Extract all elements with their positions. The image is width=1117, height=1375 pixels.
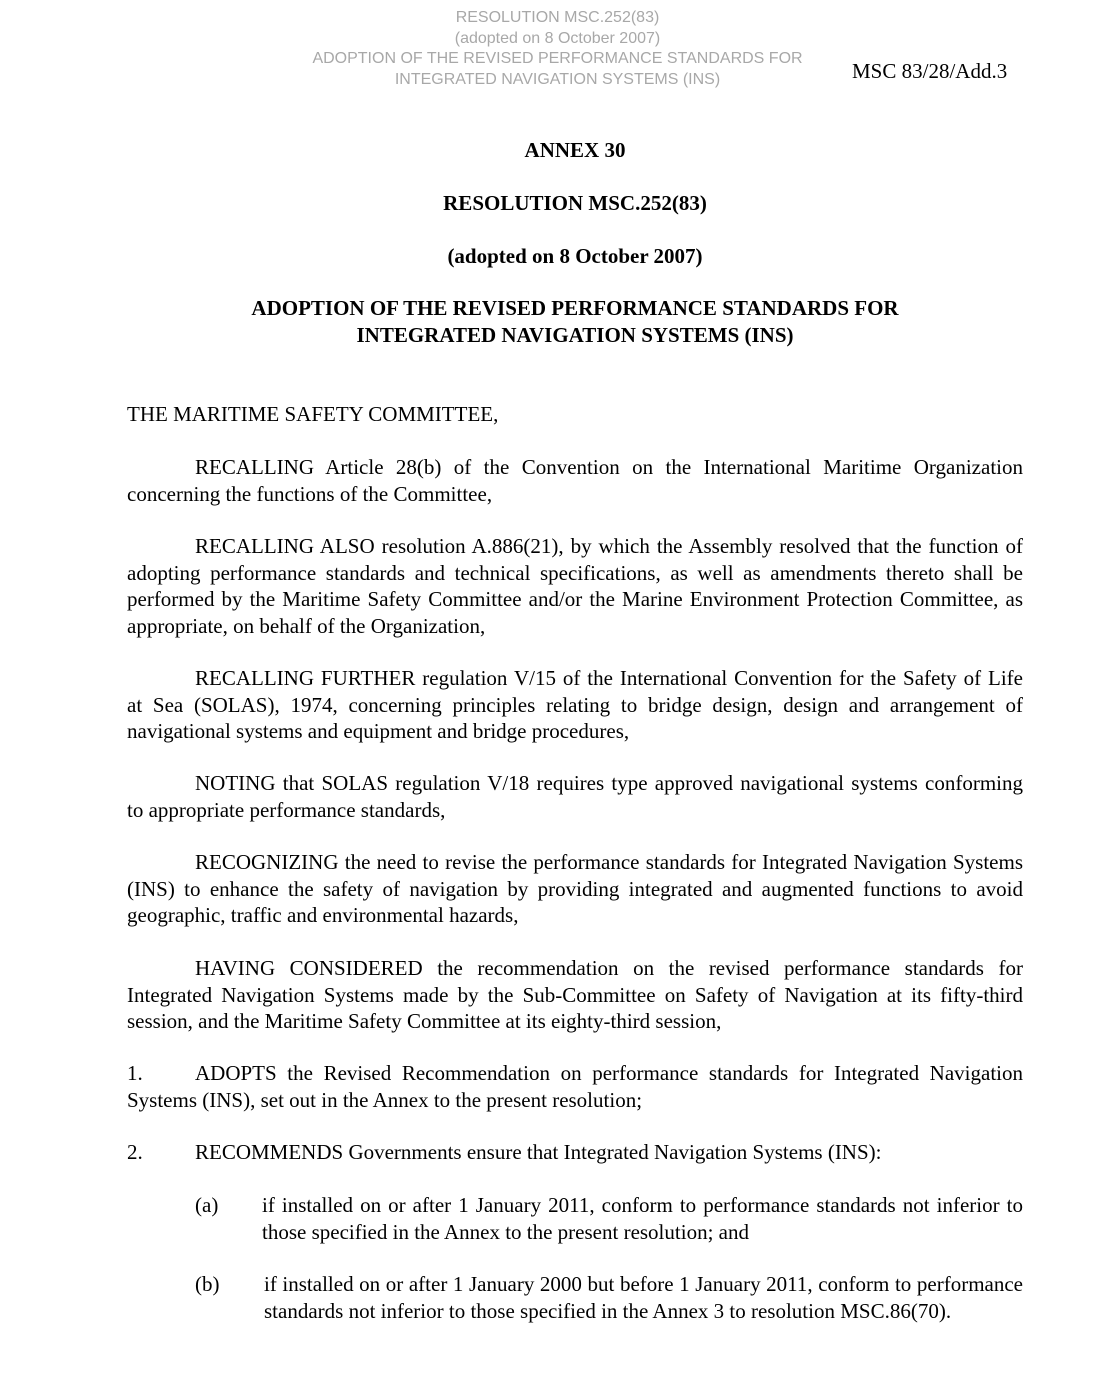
running-header-line: RESOLUTION MSC.252(83): [455, 9, 660, 26]
paragraph-text: RECALLING ALSO resolution A.886(21), by which the Assembly resolved that the function of adopting performance standards and technical specifications, as well as amendments thereto shall be performed by the Maritime Safety Committee and/or the Marine Environment Protection Committee, as appropriate, on behalf of the Organization,: [127, 534, 1023, 638]
paragraph-text: RECALLING FURTHER regulation V/15 of the International Convention for the Safety of Life at Sea (SOLAS), 1974, concerning principles relating to bridge design, design and arrangement of navigational systems and equipment and bridge procedures,: [127, 666, 1023, 743]
title-line-2: INTEGRATED NAVIGATION SYSTEMS (INS): [356, 323, 794, 347]
running-header-line: INTEGRATED NAVIGATION SYSTEMS (INS): [394, 70, 721, 88]
sub-item-label: (a): [195, 1193, 219, 1217]
preamble-paragraph: [127, 849, 1023, 929]
preamble-paragraph: [127, 533, 1023, 639]
running-header-line: ADOPTION OF THE REVISED PERFORMANCE STANDARDS FOR: [312, 50, 803, 67]
sub-item-a: [195, 1192, 1023, 1245]
preamble-paragraph: [127, 665, 1023, 745]
operative-paragraph-2: [127, 1139, 1023, 1166]
annex-heading: ANNEX 30: [524, 138, 626, 162]
operative-paragraph-1: [127, 1060, 1023, 1113]
sub-item-label: (b): [195, 1272, 220, 1296]
paragraph-number: 1.: [127, 1061, 143, 1085]
sub-item-b: [195, 1271, 1023, 1324]
sub-item-text: if installed on or after 1 January 2011, conform to performance standards not inferior to those specified in the Annex to the present resolution; and: [262, 1193, 1023, 1244]
paragraph-text: RECOMMENDS Governments ensure that Integrated Navigation Systems (INS):: [195, 1140, 882, 1164]
adoption-date: (adopted on 8 October 2007): [447, 244, 703, 268]
document-reference: MSC 83/28/Add.3: [852, 59, 1008, 83]
committee-line: THE MARITIME SAFETY COMMITTEE,: [127, 402, 499, 426]
preamble-paragraph: [127, 454, 1023, 507]
preamble-paragraph: [127, 770, 1023, 823]
paragraph-text: NOTING that SOLAS regulation V/18 requires type approved navigational systems conforming to appropriate performance standards,: [127, 771, 1023, 822]
title-line-1: ADOPTION OF THE REVISED PERFORMANCE STANDARDS FOR: [251, 296, 899, 320]
preamble-paragraph: [127, 955, 1023, 1035]
resolution-heading: RESOLUTION MSC.252(83): [443, 191, 707, 215]
paragraph-text: HAVING CONSIDERED the recommendation on the revised performance standards for Integrated Navigation Systems made by the Sub-Committee on Safety of Navigation at its fifty-third session, and the Maritime Safety Committee at its eighty-third session,: [127, 956, 1023, 1033]
paragraph-text: RECALLING Article 28(b) of the Convention on the International Maritime Organization concerning the functions of the Committee,: [127, 455, 1023, 506]
paragraph-text: ADOPTS the Revised Recommendation on performance standards for Integrated Navigation Systems (INS), set out in the Annex to the present resolution;: [127, 1061, 1023, 1112]
paragraph-text: RECOGNIZING the need to revise the performance standards for Integrated Navigation Systems (INS) to enhance the safety of navigation by providing integrated and augmented functions to avoid geographic, traffic and environmental hazards,: [127, 850, 1023, 927]
running-header: [270, 8, 845, 90]
running-header-line: (adopted on 8 October 2007): [454, 29, 661, 47]
paragraph-number: 2.: [127, 1140, 143, 1164]
sub-item-text: if installed on or after 1 January 2000 but before 1 January 2011, conform to performance standards not inferior to those specified in the Annex 3 to resolution MSC.86(70).: [264, 1272, 1023, 1323]
